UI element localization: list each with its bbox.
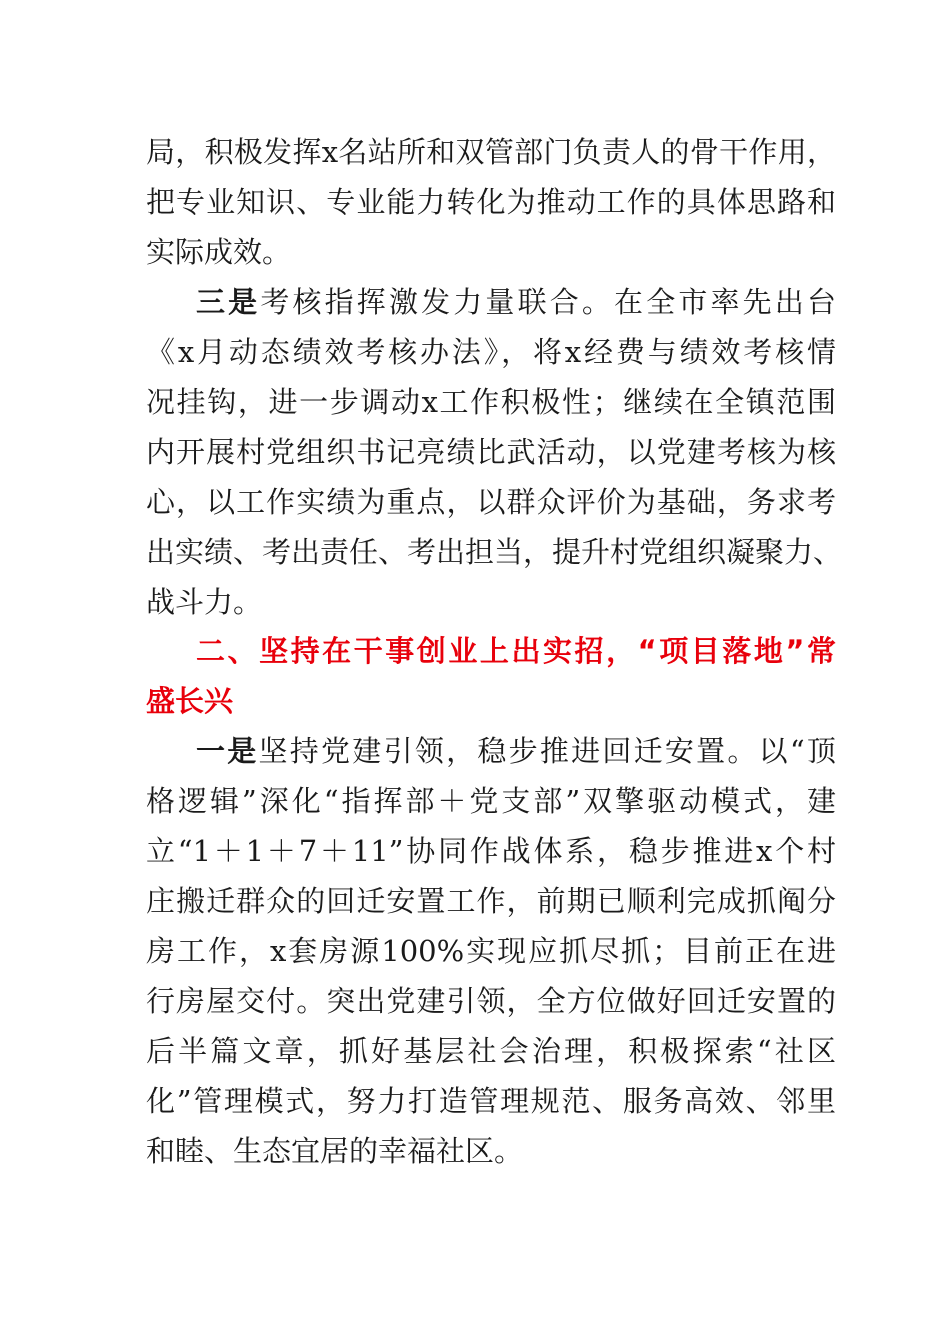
- paragraph-line: 后半篇文章，抓好基层社会治理，积极探索“社区: [146, 1034, 836, 1068]
- paragraph-first-line-text: 考核指挥激发力量联合。在全市率先出台: [260, 285, 836, 319]
- paragraph-line: 局，积极发挥x名站所和双管部门负责人的骨干作用，: [146, 135, 836, 169]
- paragraph-line: 况挂钩，进一步调动x工作积极性；继续在全镇范围: [146, 385, 836, 419]
- paragraph-line: 房工作，x套房源100%实现应抓尽抓；目前正在进: [146, 934, 836, 968]
- paragraph-line: 把专业知识、专业能力转化为推动工作的具体思路和: [146, 185, 836, 219]
- paragraph-first-line-text: 坚持党建引领，稳步推进回迁安置。以“顶: [258, 734, 836, 768]
- paragraph-line: 庄搬迁群众的回迁安置工作，前期已顺利完成抓阄分: [146, 884, 836, 918]
- paragraph-line: 内开展村党组织书记亮绩比武活动，以党建考核为核: [146, 435, 836, 469]
- paragraph-line: 格逻辑”深化“指挥部＋党支部”双擎驱动模式，建: [146, 784, 836, 818]
- paragraph-line: 和睦、生态宜居的幸福社区。: [146, 1134, 524, 1168]
- paragraph-lead: 三是: [196, 285, 261, 319]
- paragraph-line: 《x月动态绩效考核办法》，将x经费与绩效考核情: [146, 335, 836, 369]
- section-heading-line-2: 盛长兴: [146, 684, 234, 718]
- paragraph-line: 实际成效。: [146, 235, 292, 269]
- paragraph-line: 立“1＋1＋7＋11”协同作战体系，稳步推进x个村: [146, 834, 836, 868]
- paragraph-lead: 一是: [196, 734, 259, 768]
- paragraph-line: 心，以工作实绩为重点，以群众评价为基础，务求考: [146, 485, 836, 519]
- section-heading-line-1: 二、坚持在干事创业上出实招，“项目落地”常: [196, 634, 836, 668]
- paragraph-line: 出实绩、考出责任、考出担当，提升村党组织凝聚力、: [146, 535, 843, 569]
- paragraph-first-line: [196, 277, 836, 327]
- paragraph-line: 行房屋交付。突出党建引领，全方位做好回迁安置的: [146, 984, 836, 1018]
- paragraph-first-line: [196, 726, 836, 776]
- paragraph-line: 战斗力。: [146, 585, 263, 619]
- paragraph-line: 化”管理模式，努力打造管理规范、服务高效、邻里: [146, 1084, 836, 1118]
